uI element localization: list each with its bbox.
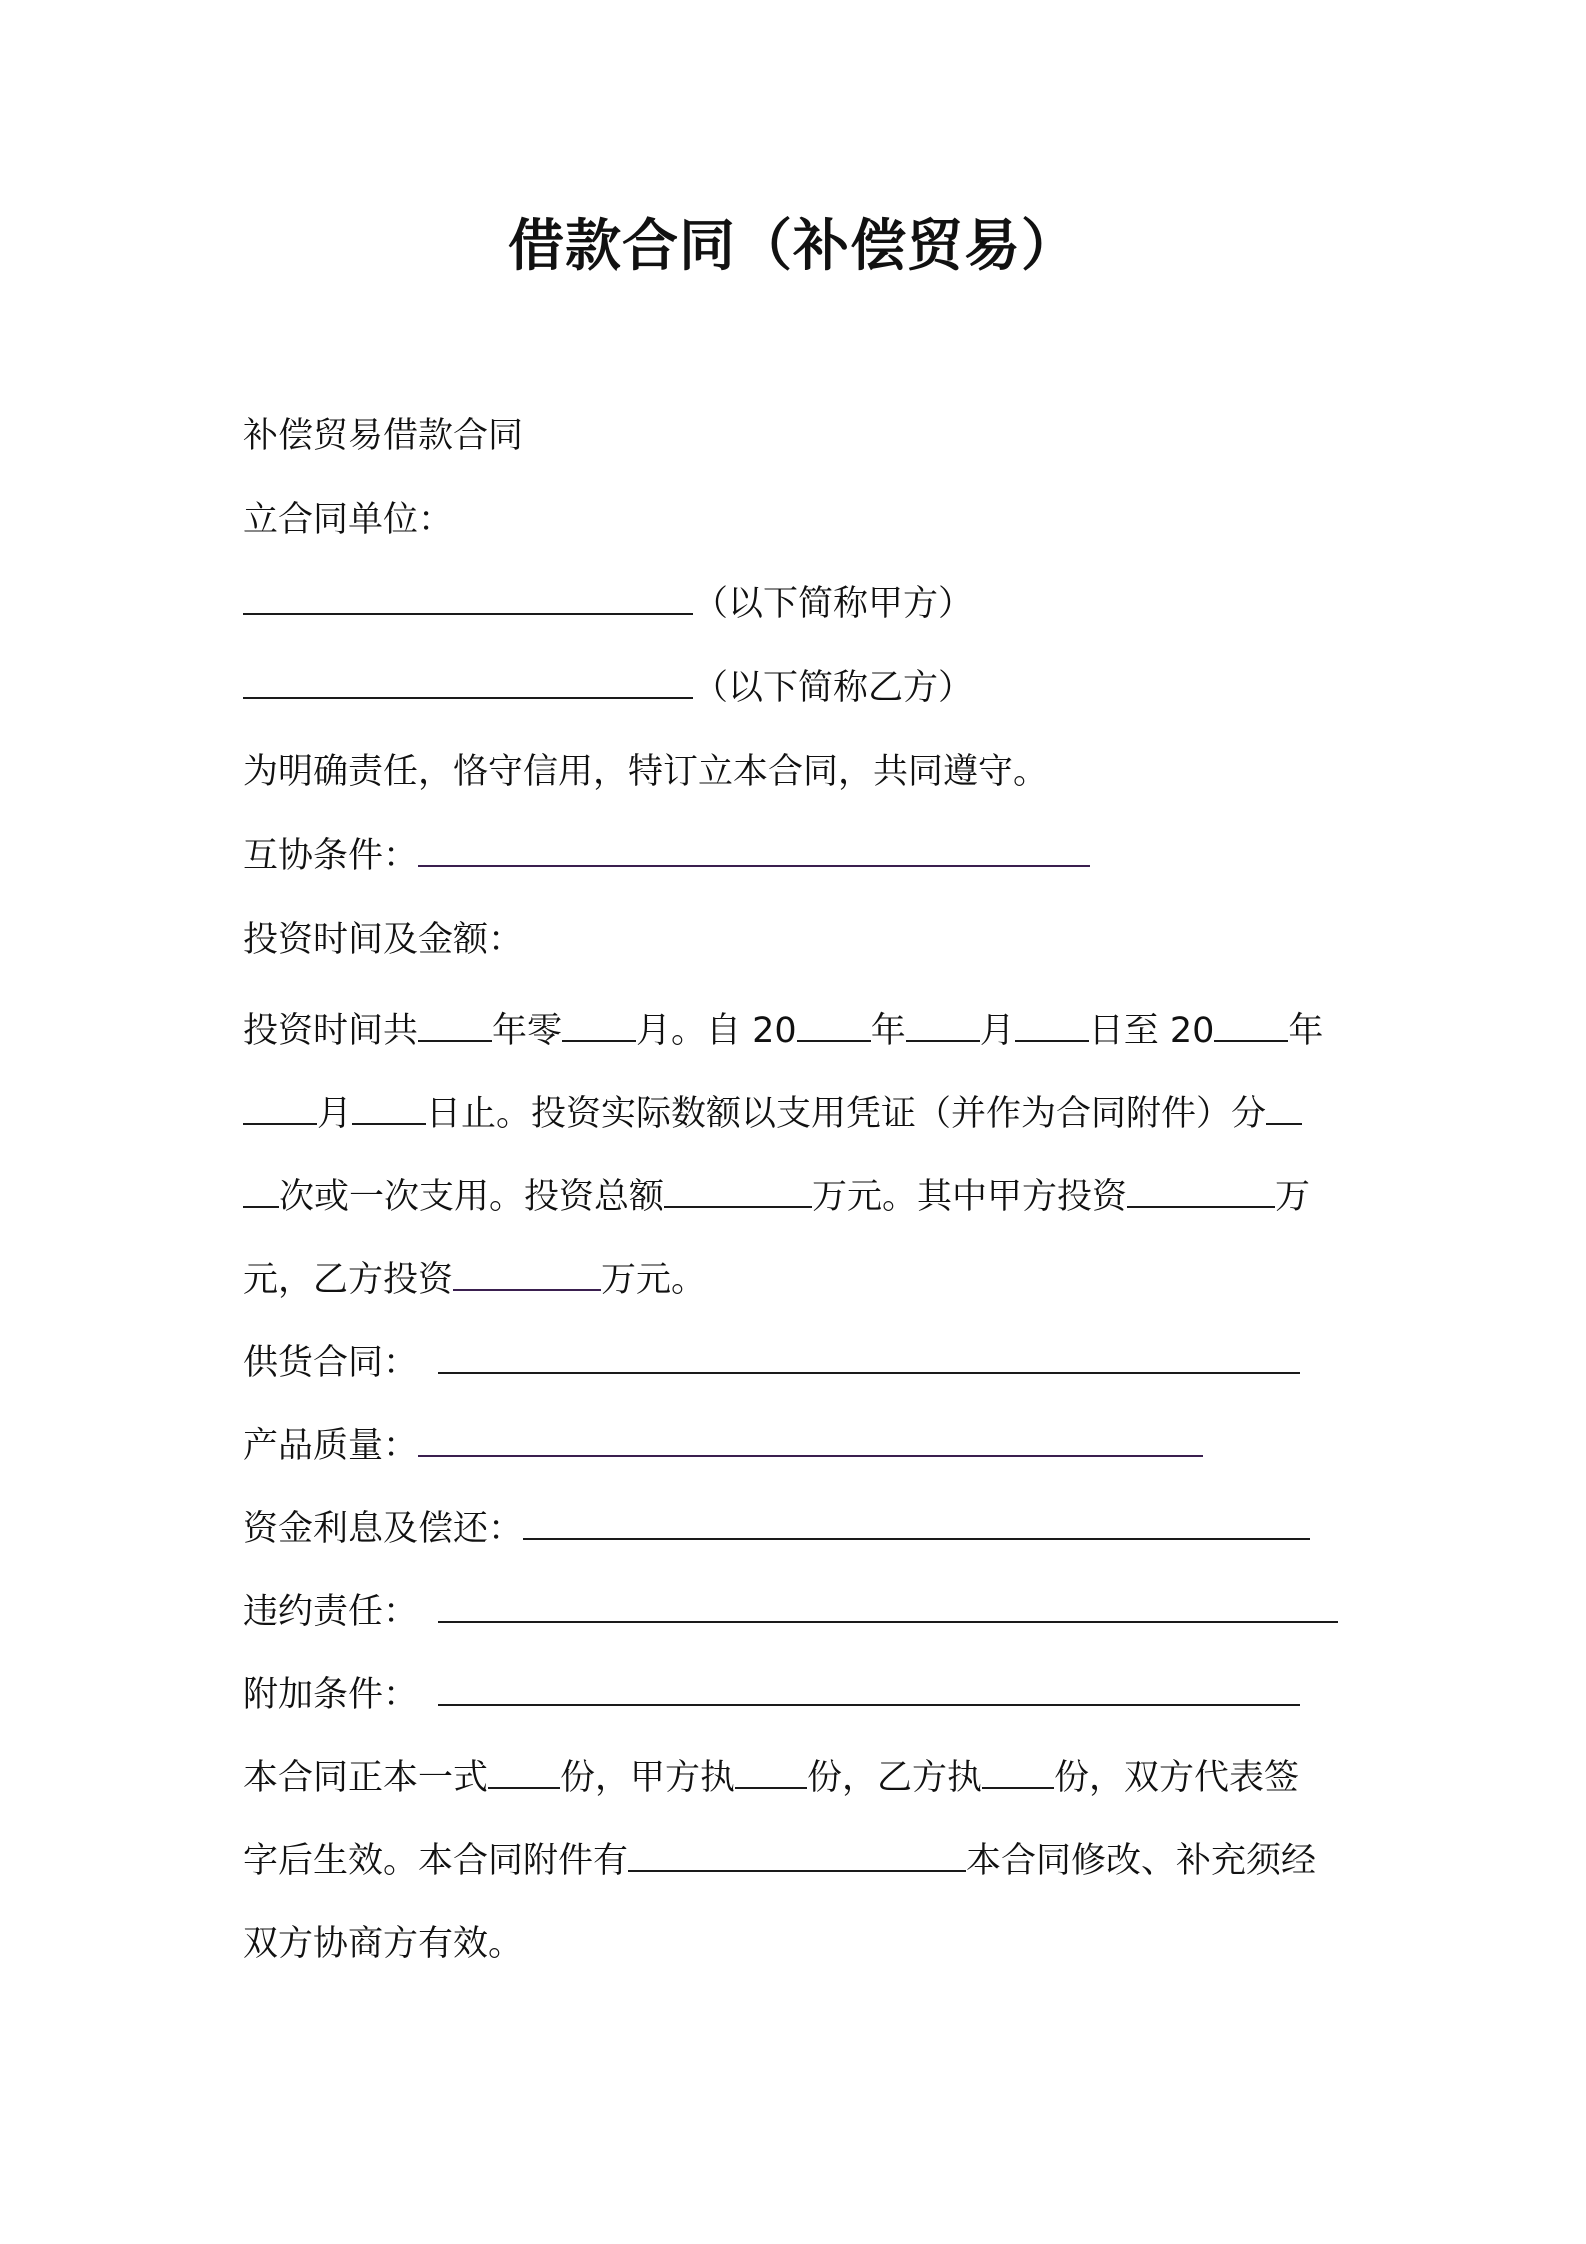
document-title: 借款合同（补偿贸易） [508,214,1078,279]
closing-text-6: 本合同修改、补充须经 [966,1841,1317,1881]
quality-blank[interactable] [418,1421,1203,1457]
total-investment-blank[interactable] [664,1172,812,1208]
invest-text-2: 年零 [492,1011,563,1051]
invest-text-12: 万 [1275,1177,1311,1217]
attachments-blank[interactable] [628,1836,966,1872]
invest-text-8: 月 [317,1094,353,1134]
invest-text-1: 投资时间共 [243,1011,419,1051]
party-a-blank[interactable] [243,579,693,615]
installments-blank-b[interactable] [243,1172,279,1208]
closing-text-1: 本合同正本一式 [243,1758,489,1798]
investment-heading: 投资时间及金额： [243,920,524,960]
quality-line [243,1420,1203,1472]
funds-line [243,1503,1310,1555]
closing-line-1 [243,1752,1299,1804]
breach-line [243,1586,1338,1638]
invest-text-5: 月 [979,1011,1015,1051]
invest-text-3: 月。自 20 [636,1011,797,1051]
invest-months-blank[interactable] [562,1006,636,1042]
invest-years-blank[interactable] [418,1006,492,1042]
invest-text-10: 次或一次支用。投资总额 [279,1177,665,1217]
closing-text-4: 份，双方代表签 [1054,1758,1300,1798]
investment-line-2 [243,1088,1302,1140]
party-a-investment-blank[interactable] [1127,1172,1275,1208]
breach-blank[interactable] [438,1587,1338,1623]
invest-text-14: 万元。 [601,1260,707,1300]
party-b-blank[interactable] [243,663,693,699]
start-day-blank[interactable] [1015,1006,1089,1042]
parties-heading: 立合同单位： [243,500,454,540]
invest-text-9: 日止。投资实际数额以支用凭证（并作为合同附件）分 [426,1094,1267,1134]
installments-blank-a[interactable] [1266,1089,1302,1125]
investment-line-1 [243,1005,1323,1057]
closing-text-5: 字后生效。本合同附件有 [243,1841,629,1881]
supply-blank[interactable] [438,1338,1300,1374]
end-month-blank[interactable] [243,1089,317,1125]
cooperation-line [243,830,1090,882]
start-year-blank[interactable] [797,1006,871,1042]
cooperation-blank[interactable] [418,831,1090,867]
end-year-blank[interactable] [1214,1006,1288,1042]
party-a-suffix: （以下简称甲方） [693,584,974,624]
extra-blank[interactable] [438,1670,1300,1706]
invest-text-7: 年 [1288,1011,1324,1051]
invest-text-4: 年 [870,1011,906,1051]
copies-blank[interactable] [488,1753,560,1789]
party-b-copies-blank[interactable] [982,1753,1054,1789]
closing-text-3: 份，乙方执 [807,1758,983,1798]
end-day-blank[interactable] [352,1089,426,1125]
funds-blank[interactable] [523,1504,1310,1540]
invest-text-6: 日至 20 [1088,1011,1215,1051]
extra-line [243,1669,1300,1721]
investment-line-3 [243,1171,1310,1223]
invest-text-11: 万元。其中甲方投资 [812,1177,1128,1217]
party-a-copies-blank[interactable] [735,1753,807,1789]
closing-line-3: 双方协商方有效。 [243,1924,524,1964]
party-a-line [243,578,973,630]
contract-subtitle: 补偿贸易借款合同 [243,416,524,456]
party-b-investment-blank[interactable] [453,1255,601,1291]
extra-label: 附加条件： [243,1675,419,1715]
party-b-line [243,662,973,714]
quality-label: 产品质量： [243,1426,419,1466]
party-b-suffix: （以下简称乙方） [693,668,974,708]
cooperation-label: 互协条件： [243,836,419,876]
closing-line-2 [243,1835,1316,1887]
preamble: 为明确责任，恪守信用，特订立本合同，共同遵守。 [243,752,1049,792]
start-month-blank[interactable] [906,1006,980,1042]
supply-label: 供货合同： [243,1343,419,1383]
closing-text-2: 份，甲方执 [560,1758,736,1798]
funds-label: 资金利息及偿还： [243,1509,524,1549]
breach-label: 违约责任： [243,1592,419,1632]
invest-text-13: 元，乙方投资 [243,1260,454,1300]
investment-line-4 [243,1254,706,1306]
supply-line [243,1337,1300,1389]
